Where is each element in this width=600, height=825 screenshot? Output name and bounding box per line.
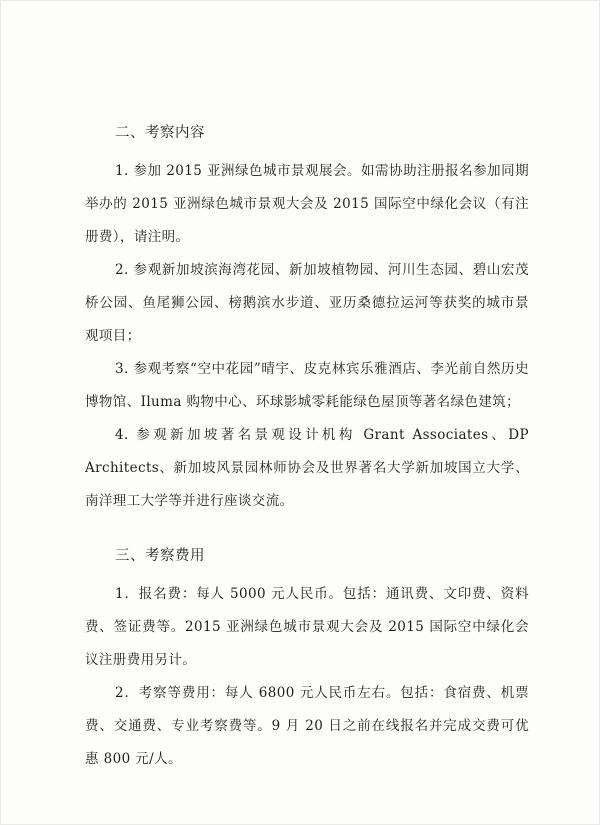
section-heading-fees: 三、考察费用 <box>115 548 205 564</box>
document-body <box>85 123 529 776</box>
paragraph-item-2: 2. 参观新加坡滨海湾花园、新加坡植物园、河川生态园、碧山宏茂桥公园、鱼尾狮公园、榜鹅滨水步道、亚历桑德拉运河等获奖的城市景观项目； <box>85 262 529 344</box>
fee-paragraph-inspection: 2．考察等费用：每人 6800 元人民币左右。包括：食宿费、机票费、交通费、专业考察费等。9 月 20 日之前在线报名并完成交费可优惠 800 元/人。 <box>85 685 529 767</box>
paragraph-item-1: 1. 参加 2015 亚洲绿色城市景观展会。如需协助注册报名参加同期举办的 2015 亚洲绿色城市景观大会及 2015 国际空中绿化会议（有注册费），请注明。 <box>85 163 529 245</box>
section-heading-content: 二、考察内容 <box>115 125 205 141</box>
fee-paragraph-registration: 1．报名费：每人 5000 元人民币。包括：通讯费、文印费、资料费、签证费等。2015 亚洲绿色城市景观大会及 2015 国际空中绿化会议注册费用另计。 <box>85 586 529 668</box>
section-spacer <box>85 518 529 546</box>
paragraph-item-3: 3. 参观考察“空中花园”晴宇、皮克林宾乐雅酒店、李光前自然历史博物馆、Iluma 购物中心、环球影城零耗能绿色屋顶等著名绿色建筑； <box>85 361 529 410</box>
paragraph-item-4: 4. 参观新加坡著名景观设计机构 Grant Associates、DP Architects、新加坡风景园林师协会及世界著名大学新加坡国立大学、南洋理工大学等并进行座谈交流。 <box>85 427 529 509</box>
